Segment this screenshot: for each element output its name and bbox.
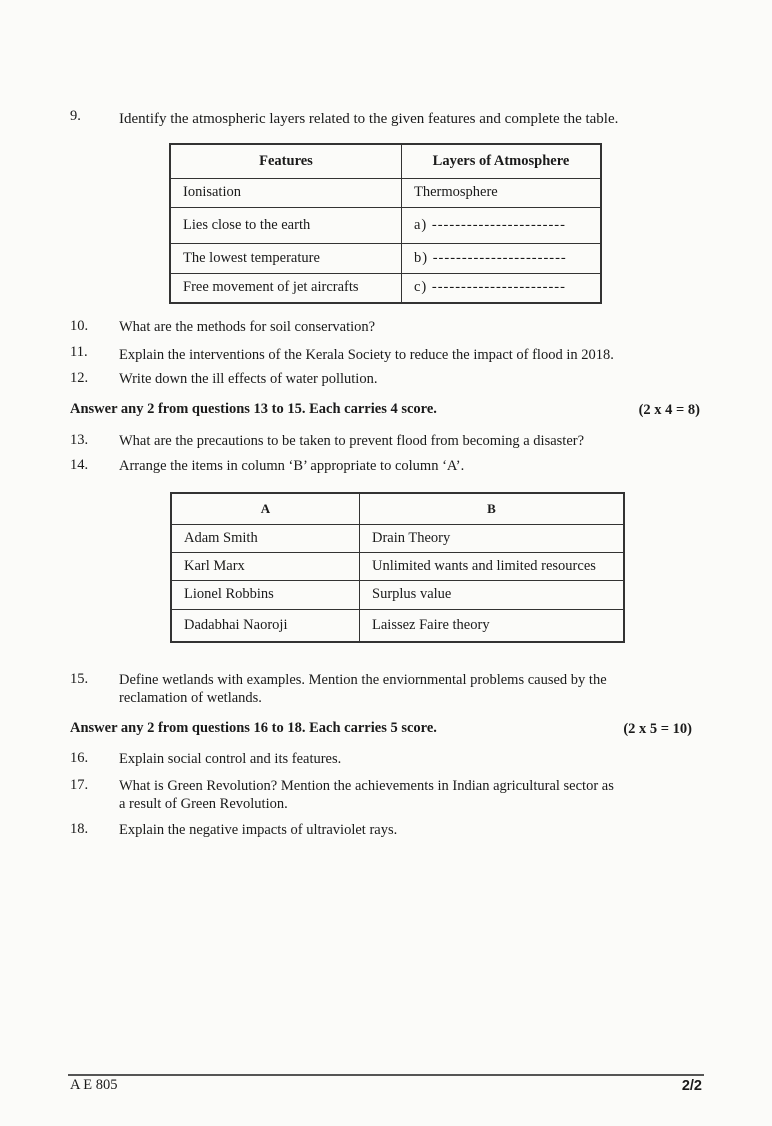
question-text: reclamation of wetlands. [119,690,262,706]
question-text: Arrange the items in column ‘B’ appropriate to column ‘A’. [119,458,465,474]
question-number: 16. [70,750,89,766]
table-row [170,207,601,243]
table-cell: Lies close to the earth [170,207,402,243]
page-number: 2/2 [681,1078,702,1094]
question-text: Explain the interventions of the Kerala Society to reduce the impact of flood in 2018. [119,347,614,363]
table-cell: a) ----------------------- [402,207,602,243]
question-number: 14. [70,457,89,473]
table-row [171,609,624,642]
table-cell: Unlimited wants and limited resources [360,552,625,580]
question-text: a result of Green Revolution. [119,796,288,812]
table-cell: Thermosphere [402,178,602,207]
question-text: Write down the ill effects of water pollution. [119,371,378,387]
table-cell: Ionisation [170,178,402,207]
table-row [170,243,601,273]
question-text: Explain the negative impacts of ultraviolet rays. [119,822,398,838]
atmosphere-table [169,143,602,304]
table-cell: Laissez Faire theory [360,609,625,642]
table-cell: Lionel Robbins [171,580,360,609]
question-number: 9. [70,108,81,124]
question-number: 11. [70,344,88,360]
question-number: 18. [70,821,89,837]
table-row [171,580,624,609]
table-header: Features [170,144,402,178]
table-cell: Karl Marx [171,552,360,580]
table-cell: Dadabhai Naoroji [171,609,360,642]
section-marks: (2 x 4 = 8) [638,402,700,418]
table-cell: Adam Smith [171,524,360,552]
table-cell: Surplus value [360,580,625,609]
question-number: 15. [70,671,89,687]
table-row [170,273,601,303]
table-header: A [171,493,360,524]
question-number: 12. [70,370,89,386]
section-heading: Answer any 2 from questions 16 to 18. Each carries 5 score. [70,720,437,736]
section-heading: Answer any 2 from questions 13 to 15. Each carries 4 score. [70,401,437,417]
question-text: Define wetlands with examples. Mention the enviornmental problems caused by the [119,672,607,688]
footer-divider [68,1074,704,1076]
table-cell: c) ----------------------- [402,273,602,303]
question-number: 13. [70,432,89,448]
question-text: What is Green Revolution? Mention the achievements in Indian agricultural sector as [119,778,614,794]
table-cell: The lowest temperature [170,243,402,273]
question-number: 17. [70,777,89,793]
table-row [171,524,624,552]
table-cell: Drain Theory [360,524,625,552]
table-header: Layers of Atmosphere [402,144,602,178]
question-text: What are the precautions to be taken to prevent flood from becoming a disaster? [119,433,585,449]
question-text: Explain social control and its features. [119,751,342,767]
section-marks: (2 x 5 = 10) [623,721,692,737]
paper-code: A E 805 [70,1077,118,1093]
table-row [170,178,601,207]
table-header: B [360,493,625,524]
table-cell: Free movement of jet aircrafts [170,273,402,303]
table-row [171,552,624,580]
question-number: 10. [70,318,89,334]
question-text: Identify the atmospheric layers related to the given features and complete the table. [119,111,619,127]
question-text: What are the methods for soil conservation? [119,319,376,335]
match-table [170,492,625,643]
table-cell: b) ----------------------- [402,243,602,273]
